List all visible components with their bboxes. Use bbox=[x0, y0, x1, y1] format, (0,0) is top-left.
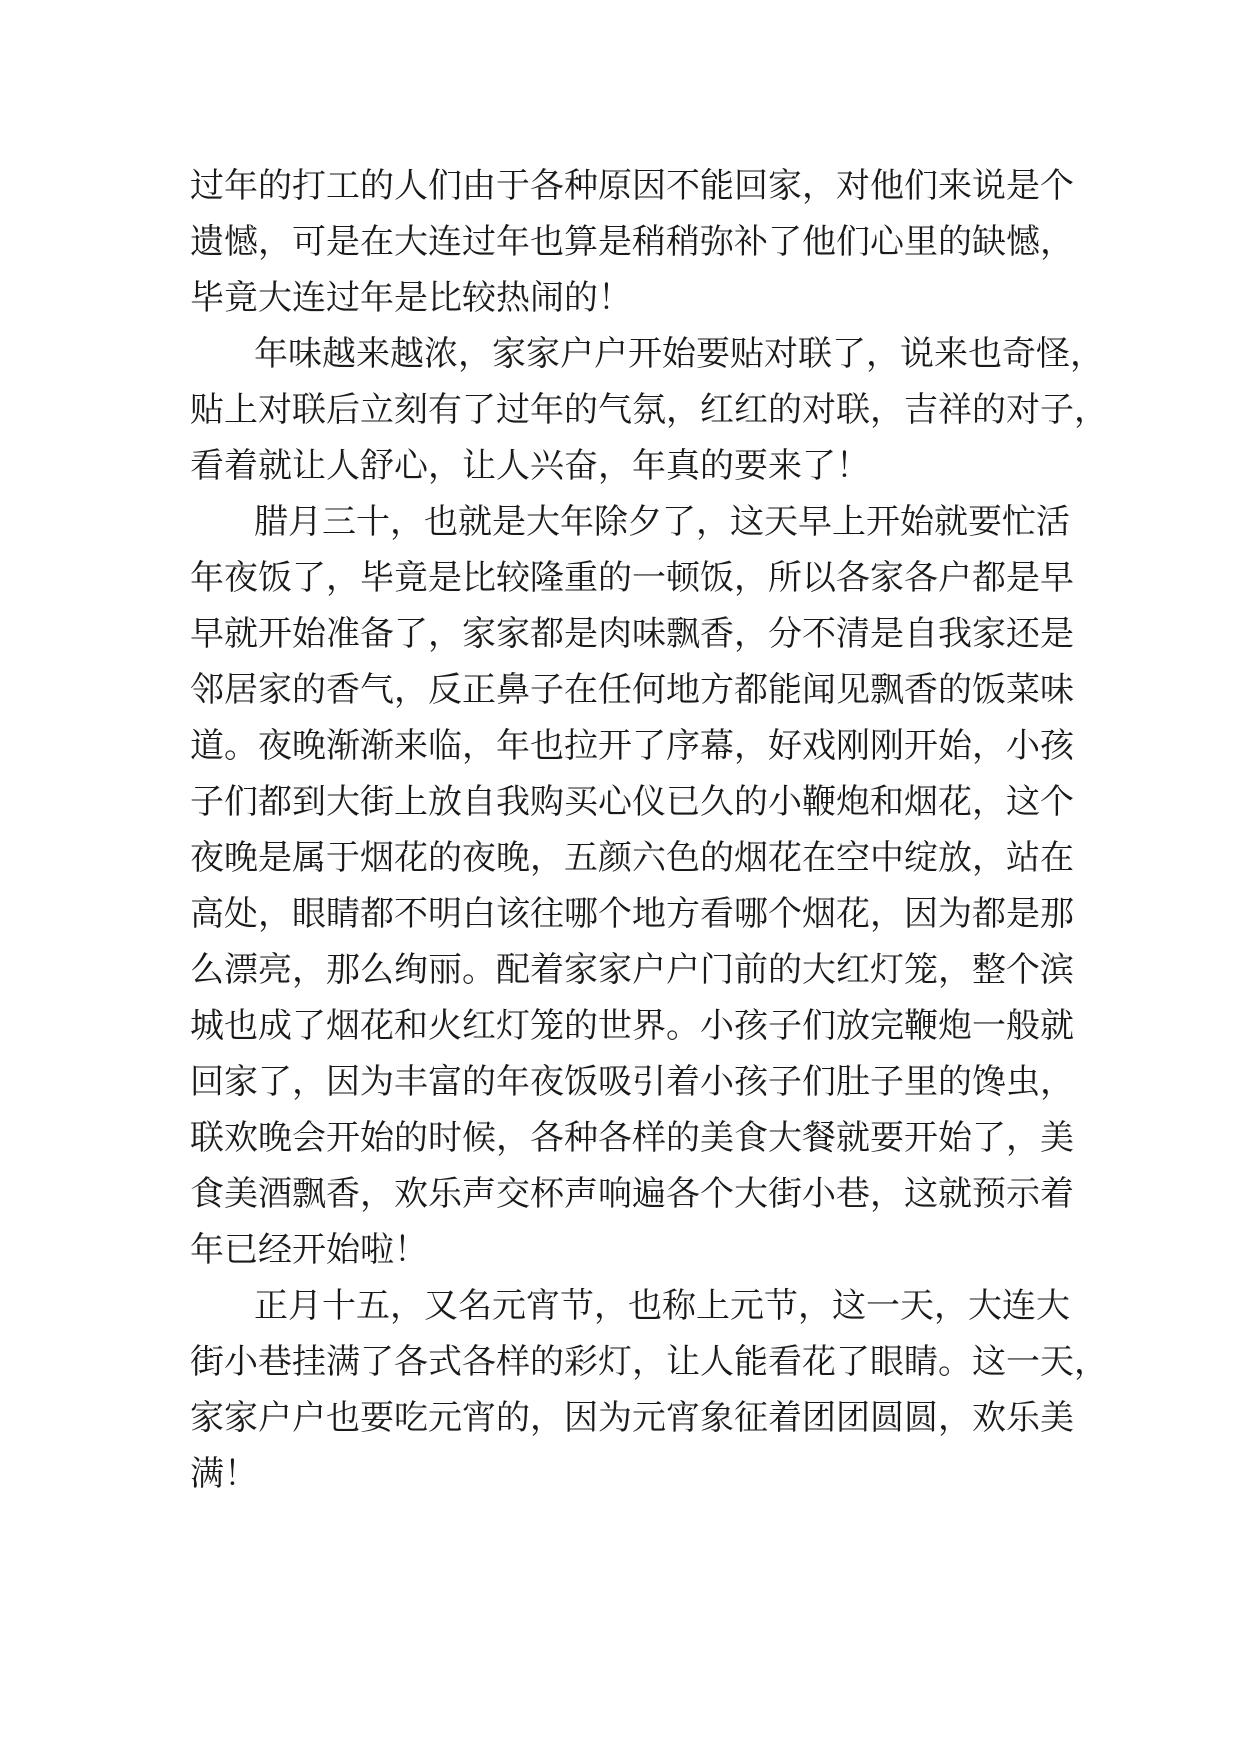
text-line: 过年的打工的人们由于各种原因不能回家，对他们来说是个 bbox=[190, 166, 1074, 206]
text-line: 么漂亮，那么绚丽。配着家家户户门前的大红灯笼，整个滨 bbox=[190, 950, 1074, 990]
paragraph-1 bbox=[190, 158, 1074, 326]
text-line: 邻居家的香气，反正鼻子在任何地方都能闻见飘香的饭菜味 bbox=[190, 670, 1074, 710]
text-line: 夜晚是属于烟花的夜晚，五颜六色的烟花在空中绽放，站在 bbox=[190, 838, 1074, 878]
text-line: 高处，眼睛都不明白该往哪个地方看哪个烟花，因为都是那 bbox=[190, 894, 1074, 934]
text-line: 遗憾，可是在大连过年也算是稍稍弥补了他们心里的缺憾， bbox=[190, 222, 1074, 262]
paragraph-3 bbox=[190, 494, 1074, 1278]
text-line: 早就开始准备了，家家都是肉味飘香，分不清是自我家还是 bbox=[190, 614, 1074, 654]
text-line: 正月十五，又名元宵节，也称上元节，这一天，大连大 bbox=[254, 1286, 1070, 1326]
text-line: 毕竟大连过年是比较热闹的！ bbox=[190, 278, 632, 318]
text-line: 食美酒飘香，欢乐声交杯声响遍各个大街小巷，这就预示着 bbox=[190, 1174, 1074, 1214]
document-body bbox=[190, 158, 1108, 1502]
text-line: 子们都到大街上放自我购买心仪已久的小鞭炮和烟花，这个 bbox=[190, 782, 1074, 822]
text-line: 回家了，因为丰富的年夜饭吸引着小孩子们肚子里的馋虫， bbox=[190, 1062, 1074, 1102]
text-line: 道。夜晚渐渐来临，年也拉开了序幕，好戏刚刚开始，小孩 bbox=[190, 726, 1074, 766]
paragraph-2 bbox=[190, 326, 1108, 494]
text-line: 街小巷挂满了各式各样的彩灯，让人能看花了眼睛。这一天， bbox=[190, 1342, 1108, 1382]
text-line: 贴上对联后立刻有了过年的气氛，红红的对联，吉祥的对子， bbox=[190, 390, 1108, 430]
text-line: 年夜饭了，毕竟是比较隆重的一顿饭，所以各家各户都是早 bbox=[190, 558, 1074, 598]
text-line: 满！ bbox=[190, 1454, 258, 1494]
text-line: 年味越来越浓，家家户户开始要贴对联了，说来也奇怪， bbox=[254, 334, 1104, 374]
paragraph-4 bbox=[190, 1278, 1108, 1502]
text-line: 家家户户也要吃元宵的，因为元宵象征着团团圆圆，欢乐美 bbox=[190, 1398, 1074, 1438]
text-line: 年已经开始啦！ bbox=[190, 1230, 428, 1270]
text-line: 联欢晚会开始的时候，各种各样的美食大餐就要开始了，美 bbox=[190, 1118, 1074, 1158]
text-line: 看着就让人舒心，让人兴奋，年真的要来了！ bbox=[190, 446, 870, 486]
text-line: 城也成了烟花和火红灯笼的世界。小孩子们放完鞭炮一般就 bbox=[190, 1006, 1074, 1046]
text-line: 腊月三十，也就是大年除夕了，这天早上开始就要忙活 bbox=[254, 502, 1070, 542]
